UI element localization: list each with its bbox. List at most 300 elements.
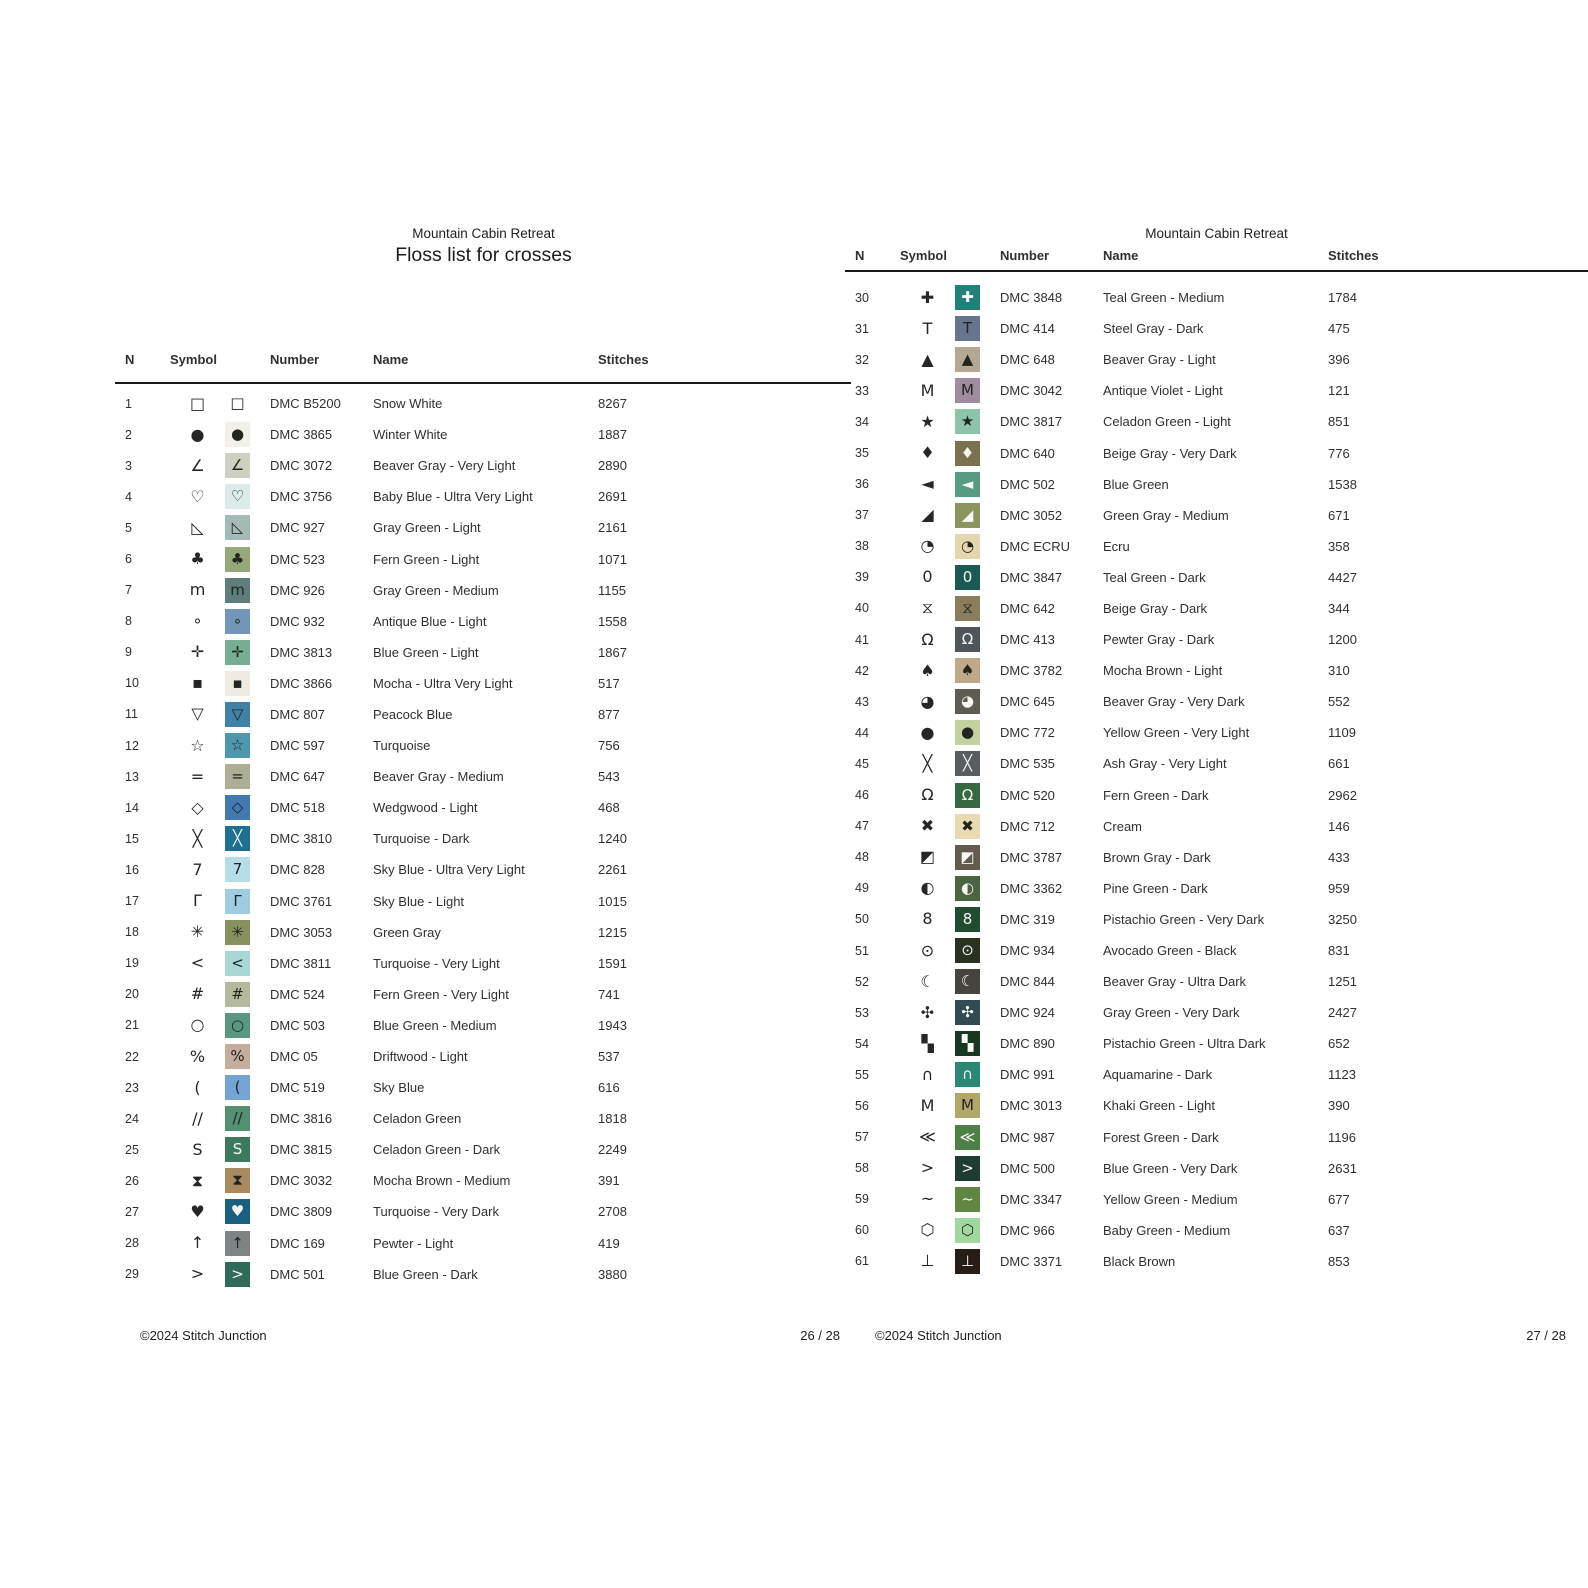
symbol-glyph: ◇	[191, 797, 204, 817]
symbol-swatch	[225, 982, 250, 1007]
symbol-glyph: >	[920, 1158, 935, 1178]
row-index: 33	[855, 383, 869, 398]
symbol-on-swatch-glyph: ~	[961, 1189, 974, 1208]
symbol-on-swatch-glyph: ★	[960, 412, 975, 431]
floss-number: DMC 3817	[1000, 414, 1063, 430]
floss-number: DMC 932	[270, 613, 325, 629]
floss-number: DMC 3787	[1000, 849, 1063, 865]
stitch-count: 1867	[598, 644, 627, 660]
row-index: 30	[855, 290, 869, 305]
floss-name: Turquoise - Very Light	[373, 955, 500, 971]
floss-name: Fern Green - Very Light	[373, 986, 509, 1002]
stitch-count: 2161	[598, 520, 627, 536]
table-row	[115, 606, 852, 637]
symbol-glyph: ✣	[920, 1002, 935, 1022]
row-index: 9	[125, 645, 132, 660]
symbol-on-swatch-glyph: ♦	[960, 443, 975, 462]
floss-name: Brown Gray - Dark	[1103, 849, 1211, 865]
floss-name: Ash Gray - Very Light	[1103, 756, 1227, 772]
symbol-glyph: ↑	[190, 1233, 205, 1253]
floss-number: DMC ECRU	[1000, 538, 1071, 554]
row-index: 35	[855, 446, 869, 461]
symbol-swatch	[955, 472, 980, 497]
floss-number: DMC 3847	[1000, 569, 1063, 585]
table-row	[845, 686, 1588, 717]
floss-number: DMC 3053	[270, 924, 333, 940]
symbol-swatch	[225, 609, 250, 634]
floss-name: Gray Green - Medium	[373, 582, 499, 598]
table-row	[845, 437, 1588, 468]
stitch-count: 391	[598, 1173, 620, 1189]
stitch-count: 1784	[1328, 290, 1357, 306]
floss-name: Peacock Blue	[373, 706, 453, 722]
table-row	[115, 979, 852, 1010]
floss-name: Cream	[1103, 818, 1143, 834]
floss-number: DMC 3865	[270, 427, 333, 443]
stitch-count: 1818	[598, 1111, 627, 1127]
floss-number: DMC 05	[270, 1049, 318, 1065]
floss-number: DMC 520	[1000, 787, 1055, 803]
floss-number: DMC 3848	[1000, 290, 1063, 306]
row-index: 6	[125, 552, 132, 567]
stitch-count: 652	[1328, 1036, 1350, 1052]
floss-number: DMC 3810	[270, 831, 333, 847]
floss-number: DMC 502	[1000, 476, 1055, 492]
row-index: 37	[855, 508, 869, 523]
symbol-glyph: Ω	[921, 629, 934, 649]
floss-number: DMC 3013	[1000, 1098, 1063, 1114]
floss-name: Celadon Green - Dark	[373, 1142, 501, 1158]
symbol-swatch	[225, 422, 250, 447]
floss-name: Driftwood - Light	[373, 1049, 468, 1065]
row-index: 53	[855, 1005, 869, 1020]
floss-number: DMC 535	[1000, 756, 1055, 772]
stitch-count: 358	[1328, 538, 1350, 554]
row-index: 22	[125, 1049, 139, 1064]
stitch-count: 877	[598, 706, 620, 722]
table-row	[845, 997, 1588, 1028]
stitch-count: 1558	[598, 613, 627, 629]
row-index: 31	[855, 321, 869, 336]
column-header-stitches: Stitches	[1328, 248, 1379, 263]
stitch-count: 517	[598, 675, 620, 691]
floss-number: DMC 772	[1000, 725, 1055, 741]
stitch-count: 741	[598, 986, 620, 1002]
symbol-swatch	[955, 1031, 980, 1056]
symbol-swatch	[955, 1000, 980, 1025]
stitch-count: 2890	[598, 458, 627, 474]
stitch-count: 1591	[598, 955, 627, 971]
table-row	[115, 823, 852, 854]
floss-name: Baby Green - Medium	[1103, 1222, 1231, 1238]
floss-number: DMC 927	[270, 520, 325, 536]
symbol-swatch	[225, 764, 250, 789]
symbol-on-swatch-glyph: >	[231, 1264, 244, 1283]
floss-number: DMC 642	[1000, 600, 1055, 616]
row-index: 2	[125, 427, 132, 442]
floss-number: DMC 890	[1000, 1036, 1055, 1052]
floss-name: Celadon Green - Light	[1103, 414, 1231, 430]
table-row	[115, 854, 852, 885]
floss-number: DMC 648	[1000, 352, 1055, 368]
stitch-count: 851	[1328, 414, 1350, 430]
symbol-swatch	[225, 547, 250, 572]
floss-number: DMC 3761	[270, 893, 333, 909]
symbol-swatch	[225, 1137, 250, 1162]
table-row	[115, 761, 852, 792]
stitch-count: 121	[1328, 383, 1350, 399]
floss-name: Steel Gray - Dark	[1103, 321, 1204, 337]
stitch-count: 146	[1328, 818, 1350, 834]
floss-name: Green Gray - Medium	[1103, 507, 1229, 523]
symbol-on-swatch-glyph: ♥	[230, 1202, 245, 1221]
table-row	[115, 1010, 852, 1041]
symbol-on-swatch-glyph: =	[231, 767, 244, 786]
table-row	[845, 966, 1588, 997]
floss-number: DMC 518	[270, 800, 325, 816]
symbol-glyph: >	[190, 1264, 205, 1284]
stitch-count: 3250	[1328, 911, 1357, 927]
symbol-on-swatch-glyph: ✳	[231, 922, 244, 941]
symbol-glyph: M	[920, 380, 935, 400]
symbol-on-swatch-glyph: //	[232, 1109, 243, 1128]
row-index: 60	[855, 1223, 869, 1238]
row-index: 17	[125, 894, 139, 909]
table-row	[845, 313, 1588, 344]
symbol-on-swatch-glyph: ✣	[961, 1003, 974, 1022]
floss-number: DMC 926	[270, 582, 325, 598]
floss-list-page-left	[115, 222, 852, 1402]
symbol-glyph: ✛	[190, 642, 205, 662]
stitch-count: 3880	[598, 1266, 627, 1282]
symbol-glyph: ✚	[920, 287, 935, 307]
symbol-on-swatch-glyph: ◕	[960, 692, 975, 711]
symbol-glyph: ◐	[920, 878, 935, 898]
symbol-swatch	[955, 720, 980, 745]
row-index: 3	[125, 458, 132, 473]
symbol-swatch	[955, 845, 980, 870]
symbol-on-swatch-glyph: □	[230, 394, 245, 413]
floss-number: DMC 966	[1000, 1222, 1055, 1238]
symbol-on-swatch-glyph: ♡	[230, 487, 245, 506]
row-index: 44	[855, 725, 869, 740]
symbol-swatch	[225, 1013, 250, 1038]
symbol-glyph: ✖	[920, 816, 935, 836]
stitch-count: 1538	[1328, 476, 1357, 492]
table-row	[115, 1103, 852, 1134]
symbol-on-swatch-glyph: Γ	[233, 891, 242, 910]
symbol-swatch	[225, 857, 250, 882]
symbol-on-swatch-glyph: ◩	[960, 847, 975, 866]
symbol-on-swatch-glyph: #	[231, 984, 244, 1003]
symbol-swatch	[955, 1187, 980, 1212]
symbol-swatch	[955, 409, 980, 434]
stitch-count: 959	[1328, 880, 1350, 896]
row-index: 46	[855, 788, 869, 803]
table-row	[845, 375, 1588, 406]
floss-number: DMC 987	[1000, 1129, 1055, 1145]
symbol-swatch	[225, 453, 250, 478]
symbol-glyph: □	[189, 393, 206, 413]
symbol-glyph: =	[190, 766, 205, 786]
row-index: 42	[855, 663, 869, 678]
symbol-swatch	[955, 627, 980, 652]
floss-name: Wedgwood - Light	[373, 800, 478, 816]
stitch-count: 756	[598, 738, 620, 754]
stitch-count: 661	[1328, 756, 1350, 772]
symbol-glyph: ⊥	[920, 1251, 935, 1271]
floss-name: Antique Violet - Light	[1103, 383, 1223, 399]
symbol-on-swatch-glyph: ▪	[232, 673, 243, 692]
stitch-count: 1123	[1328, 1067, 1356, 1083]
floss-name: Beaver Gray - Medium	[373, 769, 504, 785]
row-index: 5	[125, 520, 132, 535]
table-row	[845, 655, 1588, 686]
symbol-glyph: M	[920, 1095, 935, 1115]
table-row	[115, 1228, 852, 1259]
floss-number: DMC 3815	[270, 1142, 333, 1158]
floss-name: Beaver Gray - Very Dark	[1103, 694, 1245, 710]
symbol-glyph: ▽	[191, 704, 204, 724]
symbol-swatch	[955, 751, 980, 776]
row-index: 23	[125, 1080, 139, 1095]
floss-number: DMC 3072	[270, 458, 333, 474]
symbol-on-swatch-glyph: ✚	[961, 288, 974, 307]
stitch-count: 543	[598, 769, 620, 785]
symbol-on-swatch-glyph: <	[231, 953, 244, 972]
symbol-swatch	[225, 391, 250, 416]
table-row	[845, 1028, 1588, 1059]
floss-list-page-right	[845, 222, 1588, 1402]
stitch-count: 853	[1328, 1253, 1350, 1269]
symbol-glyph: ⊙	[920, 940, 935, 960]
table-header	[845, 248, 1588, 263]
symbol-swatch	[955, 969, 980, 994]
floss-number: DMC 3052	[1000, 507, 1063, 523]
symbol-swatch	[225, 1168, 250, 1193]
column-header-symbol: Symbol	[170, 352, 217, 367]
symbol-swatch	[955, 1062, 980, 1087]
stitch-count: 616	[598, 1080, 620, 1096]
symbol-swatch	[955, 1093, 980, 1118]
symbol-glyph: ◔	[920, 536, 935, 556]
symbol-swatch	[955, 689, 980, 714]
floss-number: DMC 645	[1000, 694, 1055, 710]
stitch-count: 433	[1328, 849, 1350, 865]
stitch-count: 1015	[598, 893, 627, 909]
floss-number: DMC B5200	[270, 396, 341, 412]
symbol-on-swatch-glyph: ╳	[232, 829, 243, 848]
floss-name: Fern Green - Light	[373, 551, 480, 567]
symbol-swatch	[955, 1218, 980, 1243]
stitch-count: 552	[1328, 694, 1350, 710]
floss-number: DMC 519	[270, 1080, 325, 1096]
floss-name: Yellow Green - Medium	[1103, 1191, 1238, 1207]
floss-table-body	[115, 388, 852, 1290]
symbol-glyph: ∘	[192, 611, 203, 631]
floss-number: DMC 3042	[1000, 383, 1063, 399]
floss-number: DMC 500	[1000, 1160, 1055, 1176]
table-row	[115, 917, 852, 948]
symbol-on-swatch-glyph: ●	[960, 723, 975, 742]
symbol-glyph: ♡	[190, 486, 205, 506]
symbol-on-swatch-glyph: ◐	[960, 878, 975, 897]
stitch-count: 637	[1328, 1222, 1350, 1238]
symbol-swatch	[225, 1075, 250, 1100]
column-header-stitches: Stitches	[598, 352, 649, 367]
floss-number: DMC 3866	[270, 675, 333, 691]
row-index: 25	[125, 1142, 139, 1157]
symbol-on-swatch-glyph: 0	[962, 567, 973, 586]
stitch-count: 2261	[598, 862, 627, 878]
row-index: 50	[855, 912, 869, 927]
floss-name: Teal Green - Medium	[1103, 290, 1225, 306]
table-row	[845, 593, 1588, 624]
table-row	[845, 1090, 1588, 1121]
symbol-glyph: m	[189, 580, 206, 600]
floss-number: DMC 3362	[1000, 880, 1063, 896]
floss-name: Turquoise - Very Dark	[373, 1204, 499, 1220]
symbol-glyph: ♣	[190, 549, 205, 569]
symbol-glyph: (	[194, 1077, 201, 1097]
row-index: 47	[855, 819, 869, 834]
symbol-glyph: ∠	[190, 455, 205, 475]
stitch-count: 2708	[598, 1204, 627, 1220]
floss-name: Mocha - Ultra Very Light	[373, 675, 513, 691]
floss-name: Blue Green - Very Dark	[1103, 1160, 1238, 1176]
symbol-swatch	[225, 1231, 250, 1256]
symbol-on-swatch-glyph: ◔	[960, 536, 975, 555]
header-rule	[115, 382, 851, 384]
table-row	[845, 1215, 1588, 1246]
row-index: 26	[125, 1173, 139, 1188]
symbol-glyph: //	[192, 1108, 203, 1128]
symbol-swatch	[955, 1125, 980, 1150]
column-header-n: N	[125, 352, 135, 367]
floss-name: Aquamarine - Dark	[1103, 1067, 1213, 1083]
row-index: 34	[855, 414, 869, 429]
row-index: 7	[125, 583, 132, 598]
symbol-glyph: ▪	[192, 673, 203, 693]
symbol-glyph: ◺	[191, 517, 204, 537]
symbol-on-swatch-glyph: T	[962, 319, 973, 338]
floss-name: Mocha Brown - Medium	[373, 1173, 511, 1189]
symbol-on-swatch-glyph: M	[961, 1096, 974, 1115]
symbol-glyph: ⧗	[191, 1170, 204, 1190]
symbol-swatch	[225, 515, 250, 540]
row-index: 4	[125, 489, 132, 504]
symbol-swatch	[955, 1249, 980, 1274]
symbol-swatch	[955, 1156, 980, 1181]
symbol-on-swatch-glyph: ∩	[962, 1065, 973, 1084]
row-index: 29	[125, 1267, 139, 1282]
floss-number: DMC 3032	[270, 1173, 333, 1189]
floss-name: Mocha Brown - Light	[1103, 663, 1223, 679]
symbol-on-swatch-glyph: ⊙	[961, 941, 974, 960]
table-row	[845, 811, 1588, 842]
symbol-on-swatch-glyph: ◢	[961, 505, 974, 524]
floss-number: DMC 807	[270, 706, 325, 722]
stitch-count: 4427	[1328, 569, 1357, 585]
row-index: 16	[125, 862, 139, 877]
symbol-swatch	[225, 640, 250, 665]
symbol-on-swatch-glyph: ♣	[230, 549, 245, 568]
row-index: 8	[125, 614, 132, 629]
floss-name: Turquoise	[373, 738, 431, 754]
symbol-glyph: ▚	[921, 1033, 934, 1053]
floss-name: Blue Green	[1103, 476, 1169, 492]
table-row	[845, 748, 1588, 779]
table-row	[845, 500, 1588, 531]
table-row	[115, 1165, 852, 1196]
copyright-text: ©2024 Stitch Junction	[140, 1328, 267, 1343]
table-row	[845, 904, 1588, 935]
floss-name: Antique Blue - Light	[373, 613, 487, 629]
table-row	[115, 1134, 852, 1165]
table-row	[845, 624, 1588, 655]
table-row	[115, 575, 852, 606]
column-header-number: Number	[1000, 248, 1050, 263]
symbol-glyph: ◄	[921, 474, 934, 494]
symbol-glyph: 7	[192, 859, 203, 879]
table-row	[115, 1072, 852, 1103]
row-index: 55	[855, 1067, 869, 1082]
symbol-on-swatch-glyph: M	[961, 381, 974, 400]
stitch-count: 1196	[1328, 1129, 1356, 1145]
symbol-on-swatch-glyph: 8	[962, 909, 973, 928]
table-row	[845, 1122, 1588, 1153]
symbol-glyph: S	[192, 1139, 203, 1159]
floss-number: DMC 3816	[270, 1111, 333, 1127]
table-row	[845, 562, 1588, 593]
row-index: 12	[125, 738, 139, 753]
symbol-on-swatch-glyph: ⊥	[960, 1251, 975, 1270]
symbol-glyph: ◢	[921, 505, 934, 525]
symbol-on-swatch-glyph: ∘	[232, 611, 243, 630]
table-row	[845, 717, 1588, 748]
symbol-on-swatch-glyph: 7	[232, 860, 243, 879]
table-row	[845, 469, 1588, 500]
symbol-swatch	[955, 876, 980, 901]
floss-number: DMC 640	[1000, 445, 1055, 461]
floss-number: DMC 647	[270, 769, 325, 785]
symbol-glyph: %	[189, 1046, 206, 1066]
floss-number: DMC 991	[1000, 1067, 1055, 1083]
symbol-swatch	[955, 378, 980, 403]
symbol-on-swatch-glyph: m	[230, 580, 245, 599]
symbol-swatch	[955, 938, 980, 963]
row-index: 10	[125, 676, 139, 691]
table-row	[115, 512, 852, 543]
symbol-on-swatch-glyph: ⬡	[960, 1220, 975, 1239]
symbol-glyph: 8	[922, 909, 933, 929]
column-header-name: Name	[1103, 248, 1139, 263]
symbol-swatch	[225, 733, 250, 758]
stitch-count: 831	[1328, 943, 1350, 959]
row-index: 45	[855, 756, 869, 771]
page-subtitle: Floss list for crosses	[395, 244, 572, 266]
symbol-on-swatch-glyph: ⧖	[962, 598, 973, 617]
table-row	[115, 948, 852, 979]
symbol-swatch	[225, 826, 250, 851]
floss-name: Gray Green - Light	[373, 520, 481, 536]
symbol-glyph: Ω	[921, 785, 934, 805]
row-index: 15	[125, 831, 139, 846]
row-index: 49	[855, 881, 869, 896]
symbol-swatch	[955, 285, 980, 310]
floss-number: DMC 319	[1000, 911, 1055, 927]
symbol-swatch	[955, 658, 980, 683]
